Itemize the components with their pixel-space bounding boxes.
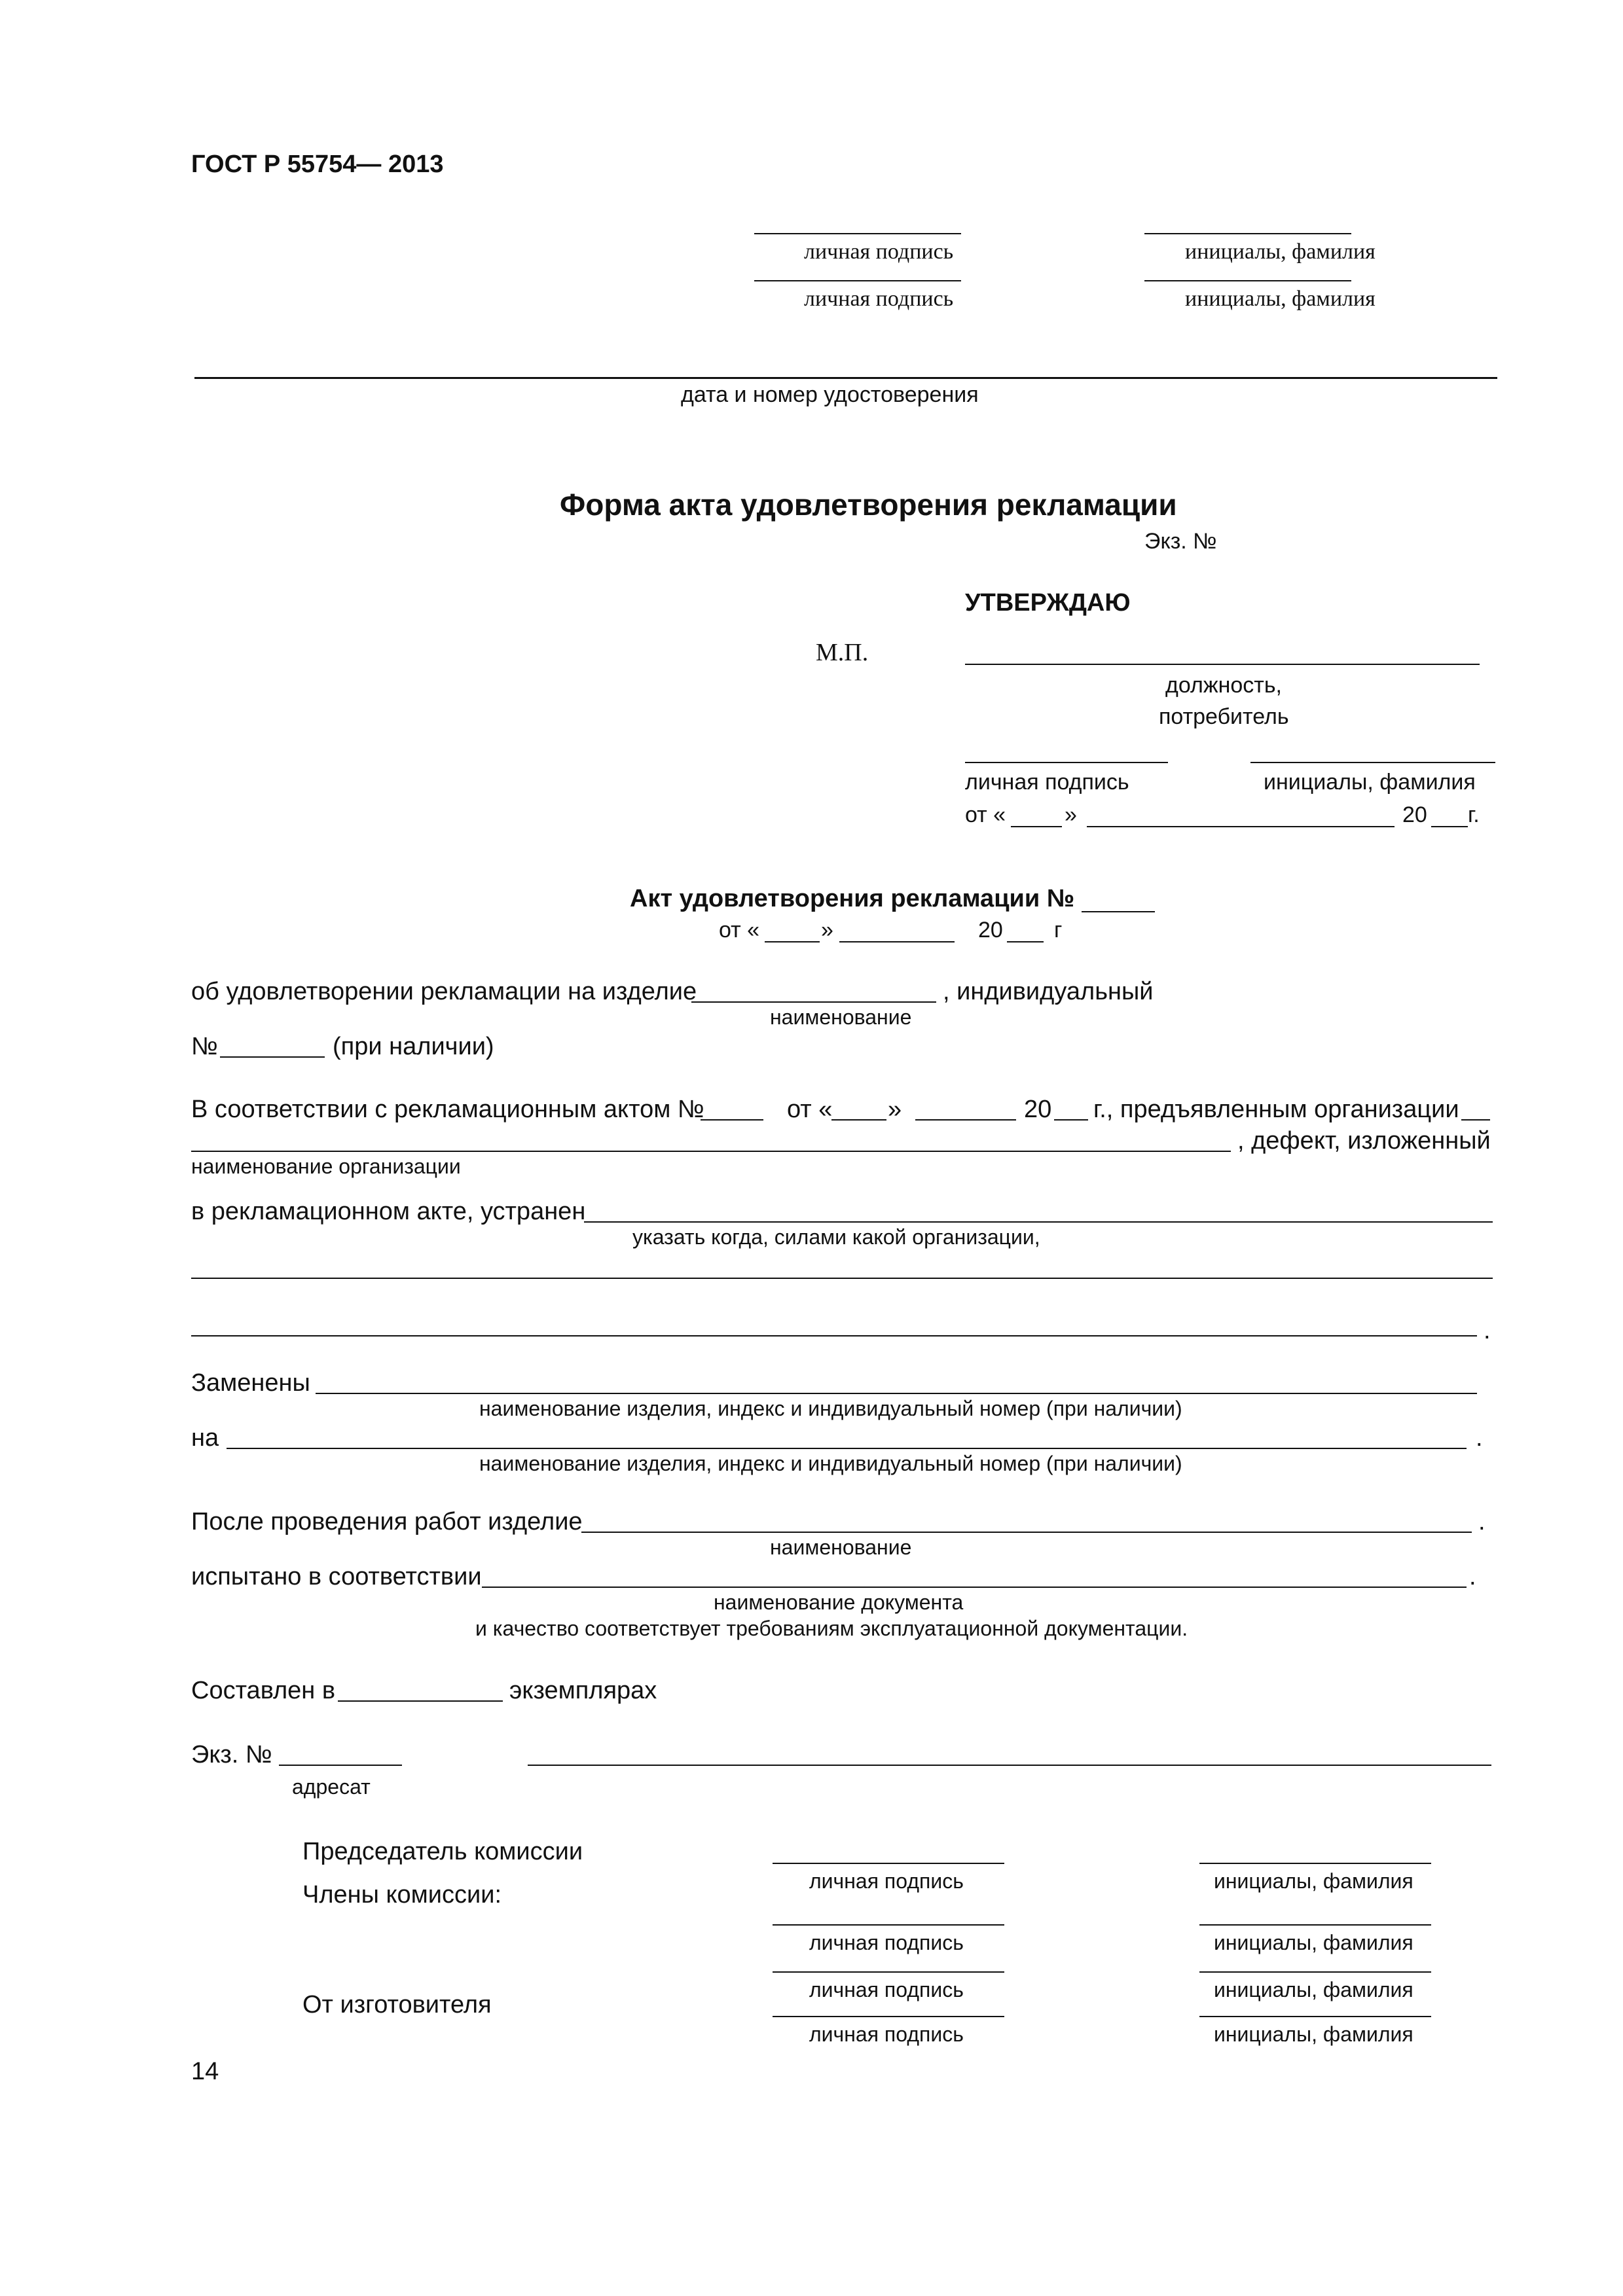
approval-year-prefix: 20	[1402, 802, 1427, 827]
act-date-from: от «	[719, 918, 760, 942]
manufacturer-name-line[interactable]	[1199, 2016, 1431, 2017]
tested-period: .	[1469, 1563, 1476, 1590]
individual-number-field[interactable]	[220, 1056, 325, 1058]
approval-day-field[interactable]	[1011, 826, 1062, 827]
name-caption: инициалы, фамилия	[1214, 2022, 1413, 2046]
act-number-field[interactable]	[1082, 911, 1155, 912]
members-label: Члены комиссии:	[302, 1881, 502, 1909]
signature-line	[754, 280, 961, 281]
certificate-line	[194, 377, 1497, 379]
replaced-item-caption: наименование изделия, индекс и индивидуальный номер (при наличии)	[479, 1397, 1182, 1420]
name-caption: инициалы, фамилия	[1214, 1978, 1413, 2001]
copy-number-prefix: Экз. №	[191, 1741, 272, 1768]
on-period: .	[1476, 1424, 1483, 1452]
approval-year-field[interactable]	[1431, 826, 1468, 827]
tested-product-field[interactable]	[581, 1532, 1472, 1533]
tested-label: испытано в соответствии	[191, 1563, 482, 1590]
presented-label: г., предъявленным организации	[1093, 1096, 1459, 1123]
chair-signature-line[interactable]	[773, 1863, 1004, 1864]
claim-act-label: В соответствии с рекламационным актом №	[191, 1096, 704, 1123]
manufacturer-label: От изготовителя	[302, 1991, 492, 2018]
signature-caption: личная подпись	[804, 287, 954, 311]
signature-caption: личная подпись	[965, 770, 1129, 795]
claim-act-quote: »	[888, 1096, 902, 1123]
stamp-label: М.П.	[816, 639, 869, 666]
name-line	[1250, 762, 1495, 763]
individual-label: , индивидуальный	[943, 978, 1154, 1005]
defect-label: , дефект, изложенный	[1237, 1127, 1491, 1155]
copies-count-field[interactable]	[338, 1700, 503, 1702]
after-period: .	[1478, 1508, 1486, 1535]
name-line	[1144, 233, 1351, 234]
act-day-field[interactable]	[765, 941, 820, 942]
copy-number-label: Экз. №	[1144, 529, 1217, 554]
member-signature-line[interactable]	[773, 1971, 1004, 1973]
organization-name-field[interactable]	[191, 1151, 1231, 1152]
claim-act-year: 20	[1024, 1096, 1052, 1123]
member-signature-line[interactable]	[773, 1924, 1004, 1926]
replacement-item-caption: наименование изделия, индекс и индивидуальный номер (при наличии)	[479, 1452, 1182, 1475]
consumer-caption: потребитель	[1159, 704, 1289, 729]
claim-act-year-field[interactable]	[1054, 1119, 1088, 1121]
claim-act-day-field[interactable]	[831, 1119, 886, 1121]
signature-line	[965, 762, 1168, 763]
replaced-item-field[interactable]	[316, 1393, 1477, 1394]
claim-act-number-field[interactable]	[701, 1119, 763, 1121]
addressee-field[interactable]	[528, 1765, 1491, 1766]
approval-year-suffix: г.	[1468, 802, 1480, 827]
eliminated-label: в рекламационном акте, устранен	[191, 1198, 586, 1225]
claim-act-from: от «	[787, 1096, 833, 1123]
signature-caption: личная подпись	[809, 1869, 964, 1893]
position-line	[965, 664, 1480, 665]
name-line	[1144, 280, 1351, 281]
claim-act-month-field[interactable]	[915, 1119, 1016, 1121]
compiled-label: Составлен в	[191, 1677, 336, 1704]
position-caption: должность,	[1165, 673, 1283, 698]
signature-line	[754, 233, 961, 234]
chair-name-line[interactable]	[1199, 1863, 1431, 1864]
name-caption: инициалы, фамилия	[1185, 287, 1376, 311]
replacement-item-field[interactable]	[227, 1448, 1467, 1449]
tested-product-caption: наименование	[770, 1535, 912, 1559]
product-name-field[interactable]	[691, 1001, 936, 1003]
signature-caption: личная подпись	[809, 1931, 964, 1954]
member-name-line[interactable]	[1199, 1971, 1431, 1973]
page-number: 14	[191, 2058, 219, 2085]
approval-date-quote: »	[1065, 802, 1077, 827]
act-year-g: г	[1054, 918, 1063, 942]
name-caption: инициалы, фамилия	[1214, 1869, 1413, 1893]
after-works-label: После проведения работ изделие	[191, 1508, 583, 1535]
approval-date-from: от «	[965, 802, 1006, 827]
chair-label: Председатель комиссии	[302, 1838, 583, 1865]
elimination-details-line-3[interactable]	[191, 1335, 1477, 1336]
standard-code: ГОСТ Р 55754— 2013	[191, 151, 444, 178]
on-label: на	[191, 1424, 219, 1452]
copy-number-field[interactable]	[279, 1765, 402, 1766]
replaced-label: Заменены	[191, 1369, 310, 1397]
act-date-quote: »	[821, 918, 833, 942]
organization-field-start[interactable]	[1461, 1119, 1490, 1121]
signature-caption: личная подпись	[809, 1978, 964, 2001]
product-label: об удовлетворении рекламации на изделие	[191, 978, 697, 1005]
number-label: №	[191, 1033, 218, 1060]
manufacturer-signature-line[interactable]	[773, 2016, 1004, 2017]
elimination-details-line-2[interactable]	[191, 1278, 1493, 1279]
act-year-field[interactable]	[1007, 941, 1044, 942]
elimination-details-field[interactable]	[584, 1221, 1493, 1223]
copies-label: экземплярах	[509, 1677, 657, 1704]
addressee-caption: адресат	[292, 1775, 371, 1799]
if-available-label: (при наличии)	[333, 1033, 494, 1060]
signature-caption: личная подпись	[804, 240, 954, 264]
test-document-caption: наименование документа	[714, 1590, 964, 1614]
signature-caption: личная подпись	[809, 2022, 964, 2046]
act-year: 20	[978, 918, 1003, 942]
organization-caption: наименование организации	[191, 1155, 461, 1178]
name-caption: инициалы, фамилия	[1264, 770, 1476, 795]
elimination-caption: указать когда, силами какой организации,	[632, 1225, 1040, 1249]
product-name-caption: наименование	[770, 1005, 912, 1029]
quality-note: и качество соответствует требованиям эксплуатационной документации.	[475, 1617, 1188, 1640]
form-title: Форма акта удовлетворения рекламации	[560, 488, 1177, 522]
name-caption: инициалы, фамилия	[1185, 240, 1376, 264]
act-month-field[interactable]	[839, 941, 955, 942]
line-end-period: .	[1484, 1317, 1491, 1344]
certificate-caption: дата и номер удостоверения	[681, 382, 979, 407]
name-caption: инициалы, фамилия	[1214, 1931, 1413, 1954]
approve-label: УТВЕРЖДАЮ	[965, 589, 1131, 617]
act-title: Акт удовлетворения рекламации №	[630, 885, 1075, 912]
approval-month-field[interactable]	[1087, 826, 1395, 827]
test-document-field[interactable]	[482, 1587, 1467, 1588]
member-name-line[interactable]	[1199, 1924, 1431, 1926]
